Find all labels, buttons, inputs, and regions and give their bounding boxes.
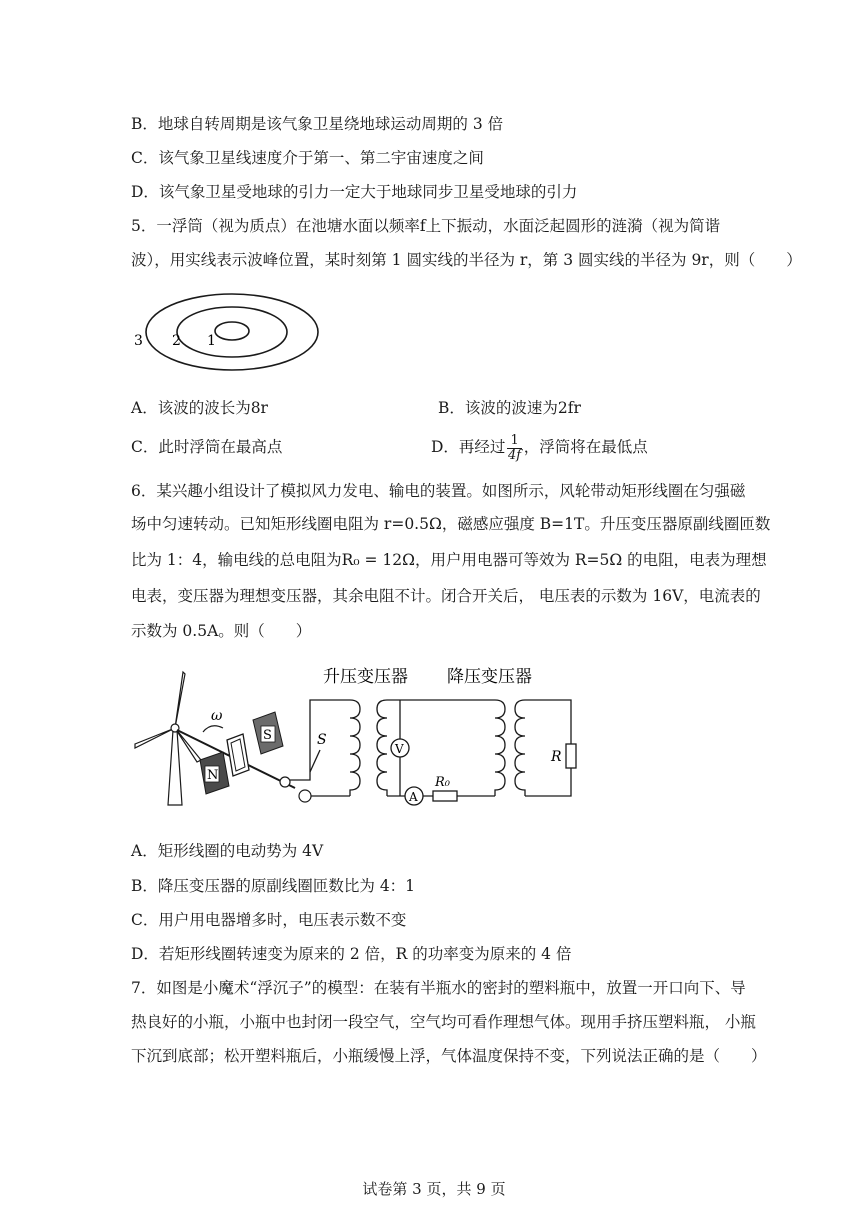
wind-turbine-icon — [135, 672, 201, 805]
r0-resistor-icon — [433, 791, 457, 801]
switch-label: S — [317, 732, 327, 748]
r0-label: R₀ — [435, 775, 450, 790]
switch-icon — [310, 750, 320, 772]
slip-ring-icon — [280, 777, 290, 787]
step-down-transformer-label: 降压变压器 — [447, 667, 532, 687]
q6-stem-line2: 场中匀速转动。已知矩形线圈电阻为 r=0.5Ω，磁感应强度 B=1T。升压变压器原副线圈匝数 — [131, 515, 771, 533]
q6-option-b: B．降压变压器的原副线圈匝数比为 4：1 — [131, 877, 416, 895]
magnet-s-icon — [253, 712, 283, 754]
q5-option-c: C．此时浮筒在最高点 — [131, 438, 283, 456]
load-resistor-label: R — [551, 749, 562, 765]
ripple-label-3: 3 — [134, 333, 143, 349]
q4-option-d: D．该气象卫星受地球的引力一定大于地球同步卫星受地球的引力 — [131, 183, 578, 201]
q5-stem-line1: 5．一浮筒（视为质点）在池塘水面以频率f上下振动，水面泛起圆形的涟漪（视为简谐 — [131, 217, 721, 235]
ripple-circle-1 — [215, 322, 249, 340]
omega-symbol: ω — [211, 708, 223, 724]
q5-option-d — [431, 427, 648, 467]
q5-fraction — [507, 434, 521, 463]
ripple-label-2: 2 — [172, 333, 181, 349]
step-up-secondary-coil — [377, 700, 387, 796]
q6-stem-line5: 示数为 0.5A。则（ ） — [131, 622, 312, 640]
svg-text:N: N — [207, 768, 219, 783]
ripple-diagram — [130, 290, 330, 380]
q7-stem-line3: 下沉到底部；松开塑料瓶后，小瓶缓慢上浮，气体温度保持不变，下列说法正确的是（ ） — [131, 1047, 767, 1065]
rectangular-coil-icon — [227, 734, 249, 776]
load-resistor-icon — [566, 744, 576, 768]
ripple-circle-3 — [146, 294, 318, 370]
q5-option-d-suffix: ，浮筒将在最低点 — [523, 438, 648, 456]
q7-stem-line1: 7．如图是小魔术“浮沉子”的模型：在装有半瓶水的密封的塑料瓶中，放置一开口向下、导 — [131, 979, 746, 997]
q5-option-b: B．该波的波速为2fr — [438, 399, 581, 417]
magnet-n-icon — [200, 752, 229, 794]
q6-stem-line3: 比为 1：4，输电线的总电阻为R₀ = 12Ω，用户用电器可等效为 R=5Ω 的电阻，电表为理想 — [131, 551, 767, 569]
ripple-label-1: 1 — [207, 333, 216, 349]
q5-option-d-prefix: D．再经过 — [431, 438, 506, 456]
q6-stem-line1: 6．某兴趣小组设计了模拟风力发电、输电的装置。如图所示，风轮带动矩形线圈在匀强磁 — [131, 482, 746, 500]
wind-power-circuit-diagram — [125, 660, 585, 820]
step-up-primary-coil — [350, 700, 360, 796]
step-up-transformer-label: 升压变压器 — [323, 667, 408, 687]
svg-text:S: S — [263, 728, 272, 743]
step-down-primary-coil — [495, 700, 505, 796]
step-down-secondary-coil — [515, 700, 525, 796]
rotation-arrow-icon — [203, 726, 223, 732]
q6-option-c: C．用户用电器增多时，电压表示数不变 — [131, 911, 407, 929]
ripple-circle-2 — [177, 307, 287, 357]
ammeter-label: A — [409, 790, 418, 804]
q6-option-d: D．若矩形线圈转速变为原来的 2 倍，R 的功率变为原来的 4 倍 — [131, 945, 572, 963]
fraction-denominator: 4f — [508, 447, 522, 463]
slip-ring-icon-2 — [299, 790, 311, 802]
q6-stem-line4: 电表，变压器为理想变压器，其余电阻不计。闭合开关后， 电压表的示数为 16V，电流表的 — [131, 587, 761, 605]
fraction-numerator: 1 — [507, 434, 521, 449]
q4-option-b: B．地球自转周期是该气象卫星绕地球运动周期的 3 倍 — [131, 115, 504, 133]
load-wire-bottom — [525, 768, 571, 796]
q6-option-a: A．矩形线圈的电动势为 4V — [131, 842, 324, 860]
q5-stem-line2: 波），用实线表示波峰位置，某时刻第 1 圆实线的半径为 r，第 3 圆实线的半径为 9r，则（ ） — [131, 251, 802, 269]
q4-option-c: C．该气象卫星线速度介于第一、第二宇宙速度之间 — [131, 149, 484, 167]
voltmeter-label: V — [395, 742, 404, 756]
load-wire — [525, 700, 571, 744]
q5-option-a: A．该波的波长为8r — [131, 399, 268, 417]
q7-stem-line2: 热良好的小瓶，小瓶中也封闭一段空气，空气均可看作理想气体。现用手挤压塑料瓶， 小瓶 — [131, 1013, 756, 1031]
page-footer: 试卷第 3 页，共 9 页 — [362, 1180, 506, 1198]
